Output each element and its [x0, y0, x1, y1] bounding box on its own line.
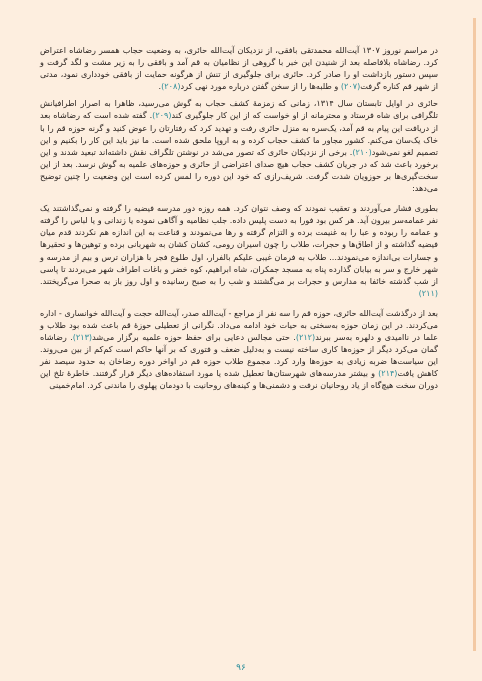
text-run: . گفته شده است که رضاشاه بعد از دریافت این پیام به قم آمد، یک‌سره به منزل حائری رفت و تهدید کرد که رفتارتان را عوض کنید و گرنه حوزه قم را با خاک یک‌سان می‌کنم. کشور مجاور ما کشف حجاب کرده و به اروپا ملحق شده است. ما نیز باید این کار را بکنیم و این تصمیم لغو نمی‌شود — [40, 110, 438, 157]
text-run: و طلبه‌ها را از سخن گفتن درباره مورد نهی کرد — [180, 81, 341, 92]
text-run: و بیشتر مدرسه‌های شهرستان‌ها تعطیل شده یا مورد استفاده‌های دیگر قرار گرفتند. خاطرهٔ تلخ این دوران سخت هیچ‌گاه از یاد روحانیان نرفت و دشمنی‌ها و کینه‌های روحانیت با دودمان پهلوی را ماندنی کرد. امام‌خمینی — [40, 368, 438, 391]
footnote-ref[interactable]: (۲۰۷) — [340, 81, 361, 92]
body-text — [40, 44, 438, 397]
text-run: در مراسم نوروز ۱۳۰۷ آیت‌الله محمدتقی بافقی، از نزدیکان آیت‌الله حائری، به وضعیت حجاب همسر رضاشاه اعتراض کرد. رضاشاه بلافاصله بعد از شنیدن این خبر با گروهی از نظامیان به قم آمد و بافقی را به زیر مشت و لگد گرفت و سپس دستور بازداشت او را صادر کرد. حائری برای جلوگیری از تنش از هرگونه حمایت از بافقی خودداری نمود، مدتی از شهر قم کناره گرفت — [40, 45, 438, 92]
footnote-ref[interactable]: (۲۱۳) — [72, 332, 93, 343]
paragraph — [40, 44, 438, 92]
page-number: ۹۶ — [236, 663, 246, 673]
footnote-ref[interactable]: (۲۰۸) — [161, 81, 181, 92]
text-run: بطوری فشار می‌آوردند و تعقیب نمودند که وصف نتوان کرد. همه روزه دور مدرسه فیضیه را گرفته و نمی‌گذاشتند یک نفر عمامه‌سر بیرون آید. هر کس بود فورا به دست پلیس داده. جلب نظامیه و آگاهی نموده یا زندانی و یا لباس را گرفته و عمامه را ربوده و عبا را به غنیمت برده و التزام گرفته و رها می‌نمودند و قناعت به این اندازه هم نکردند قدم میان فیضیه گذاشته و از اطاق‌ها و حجرات، طلاب را چون اسیران رومی، کشان کشان به شهربانی برده و توهین‌ها و تحقیرها و جسارات بی‌اندازه می‌نمودند... طلاب به فرمان غیبی علیکم بالفرار، اول طلوع فجر با هزاران ترس و بیم از مدرسه و شهر خارج و سر به بیابان گذارده پناه به مسجد جمکران، شاه ابراهیم، کوه خضر و باغات اطراف شهر می‌بردند تا پاسی از شب گذشته خائفا به مدارس و حجرات بر می‌گشتند و شب را به صبح رسانیده و اول روز باز به صحرا می‌گریختند. — [40, 203, 438, 286]
footnote-ref[interactable]: (۲۱۱) — [418, 287, 438, 298]
footnote-ref[interactable]: (۲۱۰) — [352, 146, 372, 157]
text-run: . رضاشاه گمان می‌کرد دیگر از حوزه‌ها کاری ساخته نیست و به‌دلیل ضعف و فتوری که بر آنها حاکم است کم‌کم از بین می‌روند. این سیاست‌ها ضربه زیادی به حوزه‌ها وارد کرد. مجموع طلاب حوزه قم در اواخر دوره رضاخان به حدود سیصد نفر کاهش یافت — [40, 332, 439, 379]
text-run: حائری در اوایل تابستان سال ۱۳۱۴، زمانی که زمزمهٔ کشف حجاب به گوش می‌رسید، ظاهرا به اصرار اطرافیانش تلگرافی برای شاه فرستاد و محترمانه از او خواست که از این کار جلوگیری کند — [40, 98, 438, 121]
footnote-ref[interactable]: (۲۱۲) — [295, 332, 316, 343]
text-run: بعد از درگذشت آیت‌الله حائری، حوزه قم را سه نفر از مراجع - آیت‌الله صدر، آیت‌الله حجت و آیت‌الله خوانساری - اداره می‌کردند. در این زمان حوزه به‌سختی به حیات خود ادامه می‌داد. نگرانی از تعطیلی حوزهٔ قم باعث شده بود طلاب و علما در ناامیدی و دلهره به‌سر ببرند — [40, 307, 438, 343]
text-run: . برخی از نزدیکان حائری که تصور می‌شد در نوشتن تلگراف نقش داشته‌اند تبعید شدند و این برخورد باعث شد که در جریان کشف حجاب هیچ صدای اعتراضی از حائری و حوزه‌های علمیه به گوش نرسد. بعد از این سخت‌گیری‌ها بر حوزویان شدت گرفت. شریف‌رازی که خود این دوره را لمس کرده است این وضعیت را چنین توضیح می‌دهد: — [40, 146, 438, 194]
paragraph — [40, 307, 438, 392]
paragraph — [40, 97, 438, 194]
text-run: . حتی مجالس دعایی برای حفظ حوزه علمیه برگزار می‌شد — [92, 332, 296, 343]
paragraph — [40, 202, 438, 299]
footnote-ref[interactable]: (۲۰۹) — [152, 110, 172, 121]
footnote-ref[interactable]: (۲۱۴) — [378, 368, 398, 379]
text-run: . — [158, 81, 162, 92]
margin-rule — [473, 18, 476, 651]
